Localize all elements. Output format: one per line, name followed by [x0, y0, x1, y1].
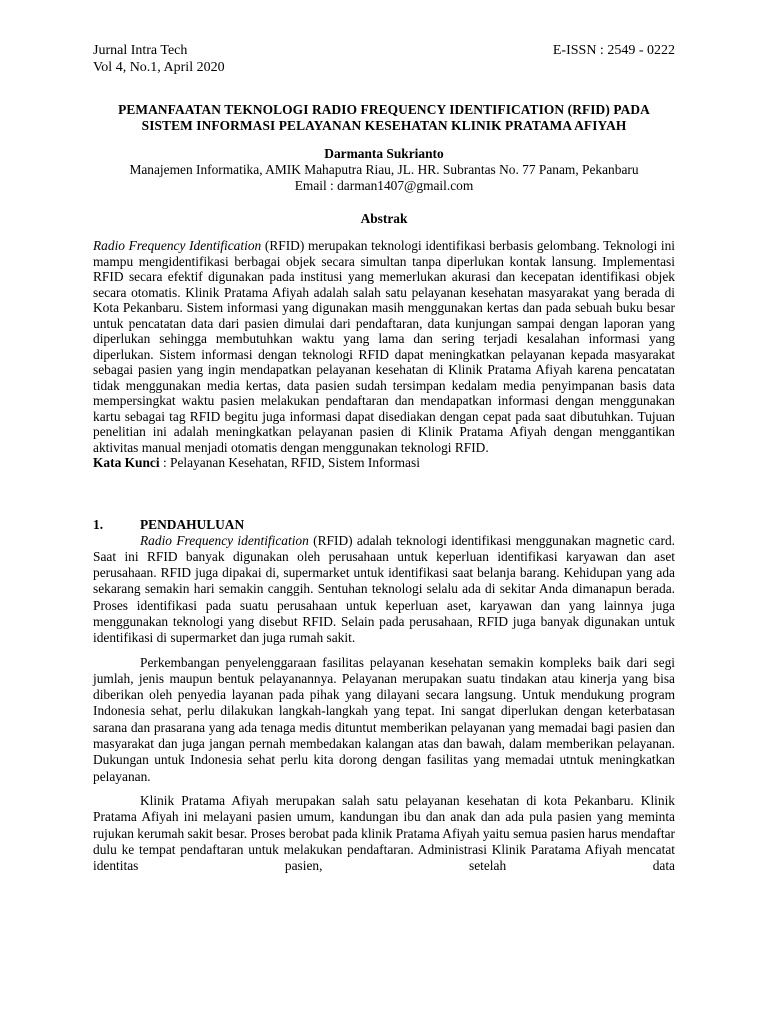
journal-volume: Vol 4, No.1, April 2020 [93, 60, 225, 75]
running-header [93, 42, 675, 76]
abstract-text: (RFID) merupakan teknologi identifikasi berbasis gelombang. Teknologi ini mampu mengidentifikasi berbagai objek secara simultan tanpa diperlukan kontak lansung. Implementasi RFID secara efektif digunakan pada institusi yang memerlukan akurasi dan kecepatan identifikasi objek secara otomatis. Klinik Pratama Afiyah adalah salah satu pelayanan kesehatan masyarakat yang berada di Kota Pekanbaru. Sistem informasi yang digunakan masih menggunakan kertas dan pada sebuah buku besar untuk pencatatan data dari pasien dimulai dari pendaftaran, data kunjungan sampai dengan laporan yang diperlukan sehingga membutuhkan waktu yang lama dan sering terjadi kesalahan informasi yang diperlukan. Sistem informasi dengan teknologi RFID dapat meningkatkan pelayanan kepada masyarakat sebagai pasien yang ingin mendapatkan pelayanan kesehatan di Klinik Pratama Afiyah karena pencatatan tidak menggunakan media kertas, data pasien sudah tersimpan kedalam media penyimpanan basis data mempersingkat waktu pasien melakukan pendaftaran dan mendapatkan informasi dengan menggunakan kartu sebagai tag RFID begitu juga informasi dapat disediakan dengan cepat pada saat dibutuhkan. Tujuan penelitian ini adalah meningkatkan pelayanan pasien di Klinik Pratama Afiyah dengan menggantikan aktivitas manual menjadi otomatis dengan menggunakan teknologi RFID. [93, 238, 675, 455]
intro-paragraph-1-text: (RFID) adalah teknologi identifikasi menggunakan magnetic card. Saat ini RFID banyak digunakan oleh perusahaan untuk keperluan identifikasi karyawan dan aset perusahaan. RFID juga dipakai di, supermarket untuk identifikasi saat belanja barang. Kehidupan yang ada sekarang semakin hari semakin canggih. Sentuhan teknologi selalu ada di sekitar Anda dimanapun berada. Proses identifikasi pada suatu perusahaan untuk keperluan aset, karyawan dan yang lainnya juga menggunakan teknologi yang disebut RFID. Selain pada perusahaan, RFID juga banyak digunakan untuk identifikasi di supermarket dan juga rumah sakit. [93, 532, 675, 646]
section-number: 1. [93, 516, 104, 532]
intro-lead-term: Radio Frequency identification [140, 532, 309, 548]
intro-paragraph-1 [93, 533, 675, 647]
journal-info [93, 42, 225, 76]
section-title: PENDAHULUAN [140, 516, 245, 532]
intro-paragraph-2: Perkembangan penyelenggaraan fasilitas pelayanan kesehatan semakin kompleks baik dari segi jumlah, jenis maupun bentuk pelayanannya. Pelayanan merupakan suatu tindakan atau kinerja yang bisa diberikan oleh penyedia layanan pada pihak yang dilayani secara langsung. Untuk mendukung program Indonesia sehat, perlu dilakukan langkah-langkah yang tepat. Ini sangat diperlukan dengan keterbatasan sarana dan prasarana yang ada tenaga medis dituntut memberikan pelayanan yang memadai bagi pasien dan masyarakat dan juga jangan pernah membedakan kalangan atas dan bawah, dalam memberikan pelayanan. Dukungan untuk Indonesia sehat perlu kita dorong dengan fasilitas yang memadai utntuk meningkatkan pelayanan. [93, 654, 675, 784]
abstract-lead-term: Radio Frequency Identification [93, 238, 262, 253]
journal-issn: E-ISSN : 2549 - 0222 [552, 43, 675, 58]
keywords [93, 455, 675, 471]
author-email: Email : darman1407@gmail.com [294, 178, 474, 193]
section-heading [93, 517, 675, 533]
paper-title: PEMANFAATAN TEKNOLOGI RADIO FREQUENCY IDENTIFICATION (RFID) PADA SISTEM INFORMASI PELAYANAN KESEHATAN KLINIK PRATAMA AFIYAH [118, 102, 650, 133]
author-name: Darmanta Sukrianto [324, 146, 444, 161]
author-affiliation: Manajemen Informatika, AMIK Mahaputra Riau, JL. HR. Subrantas No. 77 Panam, Pekanbaru [129, 162, 639, 177]
keywords-label: Kata Kunci [93, 455, 160, 470]
journal-name: Jurnal Intra Tech [93, 43, 188, 58]
abstract-body [93, 238, 675, 455]
intro-paragraph-3: Klinik Pratama Afiyah merupakan salah satu pelayanan kesehatan di kota Pekanbaru. Klinik Pratama Afiyah ini melayani pasien umum, kandungan ibu dan anak dan ada pula pasien yang meminta rujukan kerumah sakit besar. Proses berobat pada klinik Pratama Afiyah yaitu semua pasien harus mendaftar dulu ke tempat pendaftaran untuk melakukan pendaftaran. Administrasi Klinik Paratama Afiyah mencatat identitas pasien, setelah data [93, 792, 675, 874]
keywords-list: : Pelayanan Kesehatan, RFID, Sistem Informasi [159, 455, 420, 470]
abstract-heading: Abstrak [360, 211, 408, 226]
